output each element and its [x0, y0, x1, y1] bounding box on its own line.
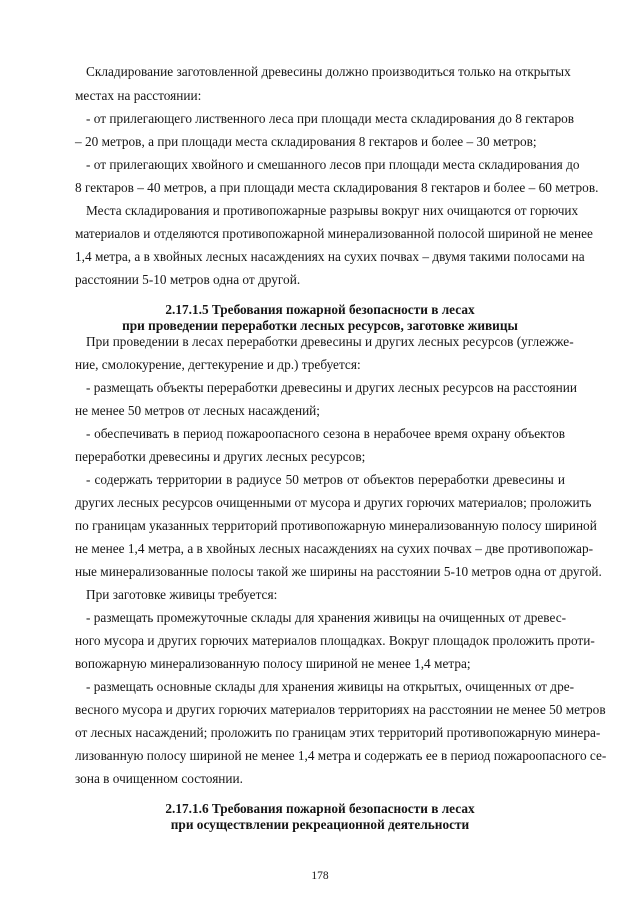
text-line: - содержать территории в радиусе 50 метров от объектов переработки древесины и	[86, 472, 565, 487]
text-line: - от прилегающего лиственного леса при площади места складирования до 8 гектаров	[86, 111, 575, 126]
text-line: материалов и отделяются противопожарной минерализованной полосой шириной не менее	[75, 226, 593, 241]
text-line: переработки древесины и других лесных ресурсов;	[75, 449, 366, 464]
text-line: зона в очищенном состоянии.	[75, 771, 243, 786]
text-line: по границам указанных территорий противопожарную минерализованную полосу шириной	[75, 518, 597, 533]
text-line: местах на расстоянии:	[75, 88, 202, 103]
text-line: При заготовке живицы требуется:	[86, 587, 278, 602]
text-line: - обеспечивать в период пожароопасного сезона в нерабочее время охрану объектов	[86, 426, 565, 441]
text-line: - размещать объекты переработки древесины и других лесных ресурсов на расстоянии	[86, 380, 578, 395]
text-line: - от прилегающих хвойного и смешанного лесов при площади места складирования до	[86, 157, 580, 172]
section-heading: 2.17.1.5 Требования пожарной безопасности в лесах	[165, 302, 475, 317]
section-heading: при проведении переработки лесных ресурсов, заготовке живицы	[122, 318, 518, 333]
text-line: ные минерализованные полосы такой же ширины на расстоянии 5-10 метров одна от другой.	[75, 564, 602, 579]
text-line: - размещать промежуточные склады для хранения живицы на очищенных от древес-	[86, 610, 567, 625]
text-line: от лесных насаждений; проложить по границам этих территорий противопожарную минера-	[75, 725, 601, 740]
text-line: При проведении в лесах переработки древесины и других лесных ресурсов (углежже-	[86, 334, 574, 349]
text-line: вопожарную минерализованную полосу шириной не менее 1,4 метра;	[75, 656, 471, 671]
section-heading: 2.17.1.6 Требования пожарной безопасности в лесах	[165, 801, 475, 816]
text-line: ного мусора и других горючих материалов площадках. Вокруг площадок проложить проти-	[75, 633, 595, 648]
text-line: ние, смолокурение, дегтекурение и др.) требуется:	[75, 357, 361, 372]
text-line: Складирование заготовленной древесины должно производиться только на открытых	[86, 64, 571, 79]
text-line: не менее 1,4 метра, а в хвойных лесных насаждениях на сухих почвах – две противопожар-	[75, 541, 594, 556]
text-line: других лесных ресурсов очищенными от мусора и других горючих материалов; проложить	[75, 495, 592, 510]
section-heading: при осуществлении рекреационной деятельности	[170, 817, 470, 832]
text-line: Места складирования и противопожарные разрывы вокруг них очищаются от горючих	[86, 203, 579, 218]
text-line: весного мусора и других горючих материалов территориях на расстоянии не менее 50 метров	[75, 702, 606, 717]
text-line: 1,4 метра, а в хвойных лесных насаждениях на сухих почвах – двумя такими полосами на	[75, 249, 585, 264]
text-line: 8 гектаров – 40 метров, а при площади места складирования 8 гектаров и более – 60 метров.	[75, 180, 599, 195]
text-line: лизованную полосу шириной не менее 1,4 метра и содержать ее в период пожароопасного се-	[75, 748, 607, 763]
page-number: 178	[311, 870, 329, 882]
text-line: - размещать основные склады для хранения живицы на открытых, очищенных от дре-	[86, 679, 575, 694]
text-line: не менее 50 метров от лесных насаждений;	[75, 403, 320, 418]
text-line: – 20 метров, а при площади места складирования 8 гектаров и более – 30 метров;	[75, 134, 537, 149]
text-line: расстоянии 5-10 метров одна от другой.	[75, 272, 301, 287]
